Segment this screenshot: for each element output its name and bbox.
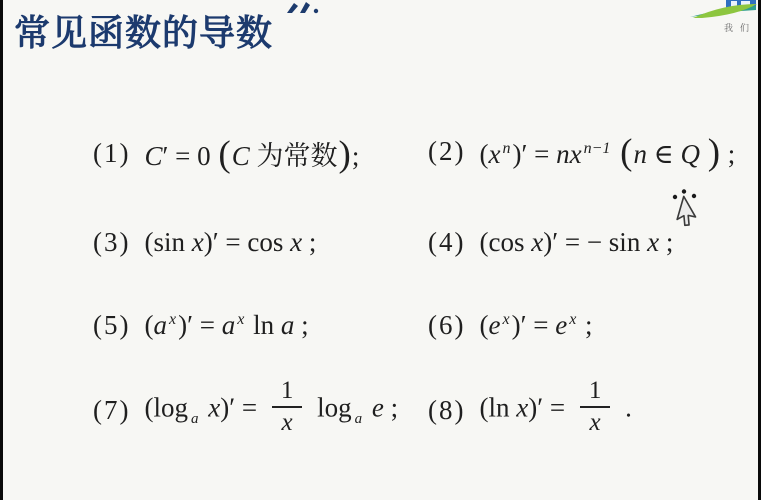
formula-token: C [231,140,250,171]
formula-token: ( [218,133,231,175]
formula-token: ( [144,309,154,340]
formula-token: ln [246,309,281,340]
formula-token: a [354,411,363,428]
formula-token: x [647,226,660,257]
formula-token: x [516,392,529,423]
formula-token: ) [338,133,351,175]
formula-number: (4) [428,226,466,257]
formula-token [365,392,372,422]
formula-token: a [153,309,167,340]
formula-number: (6) [428,309,466,340]
formula-token: x [569,310,577,328]
formula-token: ; [302,226,317,257]
formula-token: )′ = [511,309,556,340]
formula-body [479,227,673,258]
formula-token: ′ = 0 [162,140,218,171]
formula-token: )′ = [512,138,557,169]
fraction-numerator: 1 [580,378,611,408]
formula-token [700,139,707,169]
formula-number: (2) [428,135,466,166]
formula-token: ; [578,309,593,340]
formula-token: ; [721,138,736,169]
formula-token: x [488,138,501,169]
formula-token: ) [707,131,721,173]
formula-token: )′ = [178,309,222,340]
fraction-denominator: x [589,409,601,436]
formula-token: x [191,226,204,257]
formula-token: (sin [144,226,192,257]
formula-token: ( [620,131,633,173]
fraction-denominator: x [281,409,293,436]
formula-body [479,376,632,440]
formula-token: ( [479,138,489,169]
formula-token: ; [351,140,360,171]
formula-item-2 [428,131,735,171]
formula-number: (1) [93,137,131,168]
formula-body [144,132,359,175]
formula-token: (cos [479,226,532,257]
formula-token: log [310,392,352,423]
page-title: 常见函数的导数 [14,13,274,54]
formula-token: )′ = − sin [543,226,648,257]
formula-item-8 [428,370,632,450]
fraction [580,378,611,437]
logo-swoosh-icon [693,4,757,18]
formula-token: n [502,139,511,157]
formula-token: ( [479,309,489,340]
formula-number: (5) [93,309,131,340]
formula-token: x [237,310,245,328]
formula-token: e [555,309,568,340]
formula-token: n−1 [583,139,611,157]
logo-wordmark: 我们 [724,24,757,34]
formula-token: ; [294,309,309,340]
mouse-cursor-icon [668,188,700,237]
formula-item-6 [428,305,593,345]
formula-item-5 [93,305,309,345]
formula-token: C [144,140,163,171]
formula-token: a [190,411,199,428]
formula-body [144,376,399,440]
formula-body [479,310,592,341]
formula-item-4 [428,222,673,262]
formula-token: Q [680,138,700,169]
left-border [0,0,3,500]
formula-token: (ln [479,392,517,423]
formula-token: (log [144,392,188,423]
formula-token: x [502,310,510,328]
formula-token: nx [556,138,582,169]
fraction [272,378,303,437]
formula-token: )′ = [220,392,264,423]
formula-token: )′ = [528,392,572,423]
formula-token: ∈ [646,138,681,169]
formula-number: (7) [93,394,131,425]
formula-token: ; [383,392,399,423]
formula-token: e [488,309,501,340]
formula-number: (8) [428,394,466,425]
formula-token: )′ = cos [203,226,291,257]
formula-token: . [618,392,632,423]
formula-body [479,130,735,173]
formula-number: (3) [93,226,131,257]
formula-token: e [371,392,384,423]
fraction-numerator: 1 [272,378,303,408]
formula-token: 为常数 [249,140,338,171]
top-clipped-fragment-icon [286,0,322,19]
formula-token: a [221,309,236,340]
formula-token: x [208,392,221,423]
formula-token: ; [659,226,674,257]
formula-item-7 [93,370,398,450]
formula-body [144,227,316,258]
formula-token: x [290,226,303,257]
formula-item-1 [93,133,359,173]
formula-body [144,310,308,341]
formula-item-3 [93,222,316,262]
formula-token: a [280,309,295,340]
formula-token: x [168,310,177,328]
formula-token: n [633,138,647,169]
formula-token: x [531,226,544,257]
